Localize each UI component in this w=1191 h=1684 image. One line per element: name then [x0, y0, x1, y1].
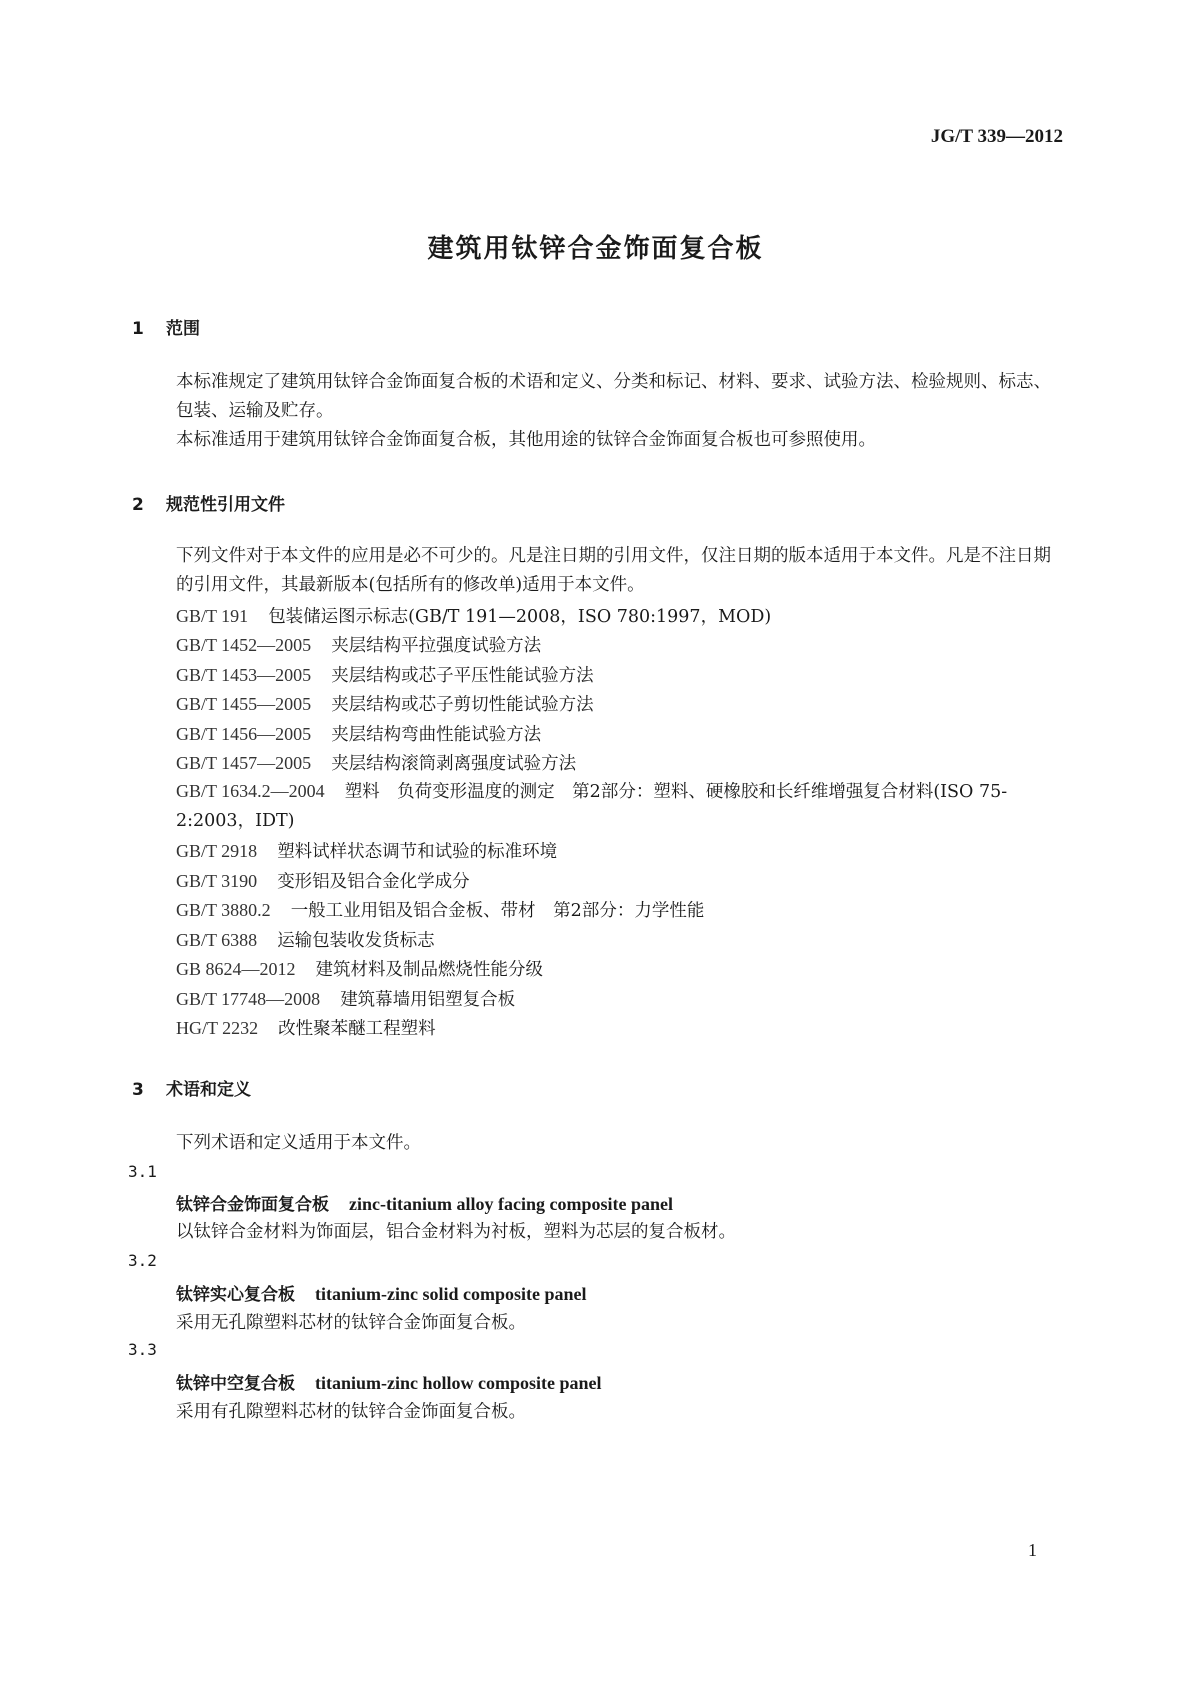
reference-code: GB/T 3880.2 [176, 900, 271, 920]
term-heading [176, 1190, 673, 1215]
standard-number: JG/T 339—2012 [930, 126, 1063, 147]
reference-code: GB/T 1457—2005 [176, 753, 312, 773]
reference-item [176, 603, 771, 628]
page-number: 1 [1028, 1540, 1037, 1560]
reference-title: 运输包装收发货标志 [277, 931, 435, 951]
reference-code: GB/T 1455—2005 [176, 694, 312, 714]
reference-title: 夹层结构或芯子剪切性能试验方法 [331, 695, 594, 715]
reference-title: 建筑材料及制品燃烧性能分级 [315, 960, 544, 980]
term-definition: 采用无孔隙塑料芯材的钛锌合金饰面复合板。 [176, 1313, 526, 1333]
reference-code: GB/T 6388 [176, 930, 258, 950]
reference-title: 塑料试样状态调节和试验的标准环境 [277, 842, 558, 862]
term-en: zinc-titanium alloy facing composite panel [349, 1194, 673, 1214]
section-title: 术语和定义 [166, 1080, 251, 1100]
reference-title: 夹层结构弯曲性能试验方法 [331, 725, 542, 745]
document-title: 建筑用钛锌合金饰面复合板 [427, 234, 764, 264]
reference-code: GB/T 1452—2005 [176, 635, 312, 655]
reference-title: 夹层结构平拉强度试验方法 [331, 636, 542, 656]
scope-paragraph-1 [128, 368, 1063, 426]
reference-code: GB/T 191 [176, 606, 249, 626]
reference-title: 包装储运图示标志(GB/T 191—2008，ISO 780:1997，MOD) [268, 607, 772, 627]
reference-item [176, 986, 515, 1011]
reference-title: 塑料 负荷变形温度的测定 第2部分：塑料、硬橡胶和长纤维增强复合材料(ISO 75-2:2003，IDT) [176, 782, 1008, 831]
section-title: 规范性引用文件 [166, 495, 285, 515]
reference-code: GB/T 2918 [176, 841, 258, 861]
term-definition: 以钛锌合金材料为饰面层，铝合金材料为衬板，塑料为芯层的复合板材。 [176, 1222, 736, 1242]
reference-code: GB/T 1634.2—2004 [176, 781, 325, 801]
reference-title: 变形铝及铝合金化学成分 [277, 872, 470, 892]
paragraph-text: 本标准适用于建筑用钛锌合金饰面复合板，其他用途的钛锌合金饰面复合板也可参照使用。 [176, 430, 876, 450]
scope-paragraph-2 [128, 426, 1063, 455]
reference-item [176, 691, 594, 716]
reference-code: GB/T 17748—2008 [176, 989, 321, 1009]
paragraph-text: 本标准规定了建筑用钛锌合金饰面复合板的术语和定义、分类和标记、材料、要求、试验方法、检验规则、标志、包装、运输及贮存。 [176, 372, 1051, 421]
reference-code: GB/T 1453—2005 [176, 665, 312, 685]
reference-title: 改性聚苯醚工程塑料 [278, 1019, 436, 1039]
paragraph-text: 下列文件对于本文件的应用是必不可少的。凡是注日期的引用文件，仅注日期的版本适用于本文件。凡是不注日期的引用文件，其最新版本(包括所有的修改单)适用于本文件。 [176, 546, 1051, 595]
section-number: 1 [132, 319, 144, 339]
reference-code: HG/T 2232 [176, 1018, 259, 1038]
term-en: titanium-zinc solid composite panel [315, 1284, 587, 1304]
reference-title: 建筑幕墙用铝塑复合板 [340, 990, 516, 1010]
term-definition: 采用有孔隙塑料芯材的钛锌合金饰面复合板。 [176, 1402, 526, 1422]
reference-title: 夹层结构或芯子平压性能试验方法 [331, 666, 594, 686]
section-heading-normative-references [132, 490, 285, 515]
reference-item [176, 956, 543, 981]
term-en: titanium-zinc hollow composite panel [315, 1373, 602, 1393]
reference-item [176, 662, 594, 687]
term-heading [176, 1369, 602, 1394]
reference-item [176, 868, 470, 893]
reference-title: 一般工业用铝及铝合金板、带材 第2部分：力学性能 [290, 901, 705, 921]
term-heading [176, 1280, 587, 1305]
reference-item-wrapped [128, 777, 1063, 836]
reference-item [176, 632, 541, 657]
reference-item [176, 1015, 436, 1040]
term-number: 3.2 [128, 1251, 157, 1270]
term-zh: 钛锌合金饰面复合板 [176, 1195, 329, 1215]
references-intro-paragraph [128, 542, 1063, 600]
reference-code: GB/T 3190 [176, 871, 258, 891]
reference-code: GB/T 1456—2005 [176, 724, 312, 744]
reference-item [176, 721, 541, 746]
reference-item [176, 897, 704, 922]
reference-title: 夹层结构滚筒剥离强度试验方法 [331, 754, 577, 774]
section-title: 范围 [166, 319, 200, 339]
term-zh: 钛锌中空复合板 [176, 1374, 295, 1394]
term-zh: 钛锌实心复合板 [176, 1285, 295, 1305]
section-heading-terms [132, 1075, 251, 1100]
term-number: 3.1 [128, 1162, 157, 1181]
reference-item [176, 927, 435, 952]
reference-item [176, 750, 576, 775]
reference-item [176, 838, 557, 863]
section-heading-scope [132, 314, 200, 339]
section-number: 2 [132, 495, 144, 515]
reference-code: GB 8624—2012 [176, 959, 296, 979]
term-number: 3.3 [128, 1340, 157, 1359]
section-number: 3 [132, 1080, 144, 1100]
terms-intro: 下列术语和定义适用于本文件。 [176, 1133, 421, 1153]
